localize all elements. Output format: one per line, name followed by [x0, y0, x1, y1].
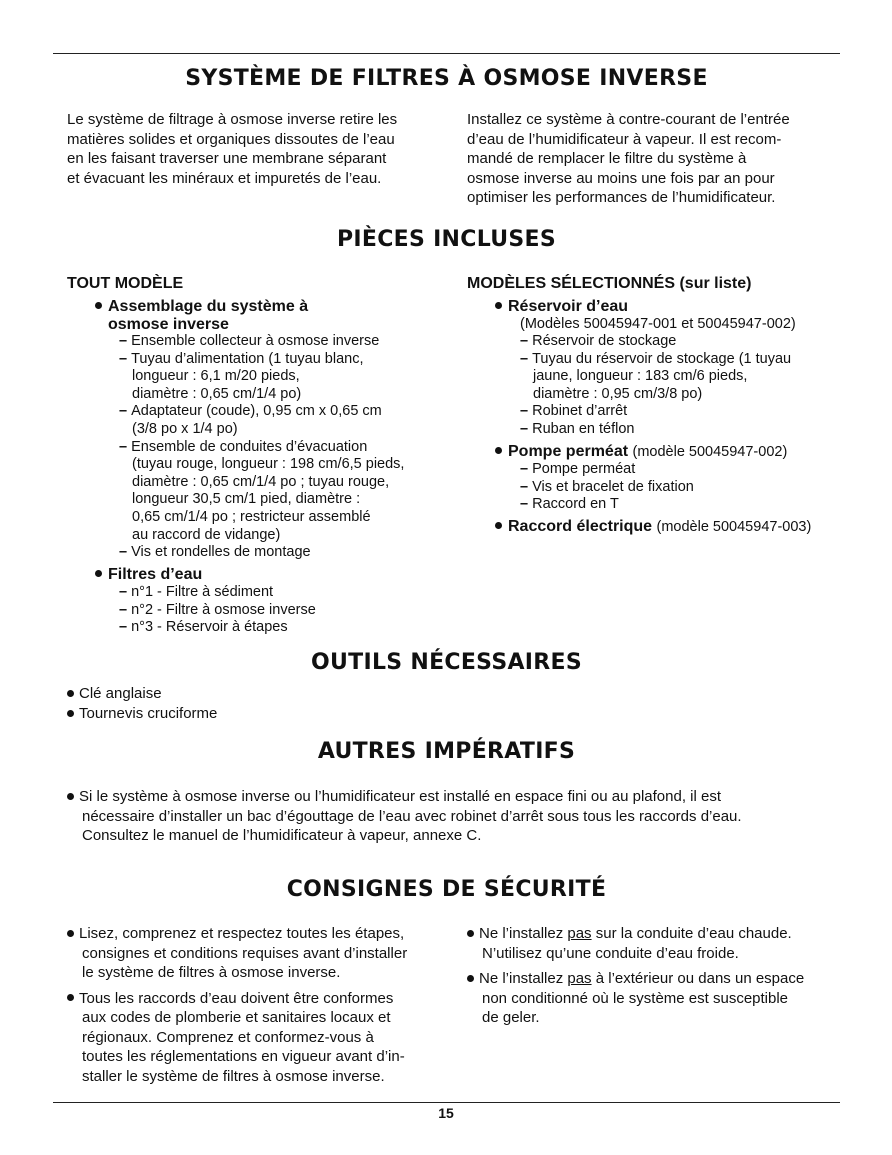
list-item: Clé anglaise [67, 684, 217, 704]
page-number: 15 [438, 1105, 454, 1121]
safety-right-list: Ne l’installez pas sur la conduite d’eau chaude. N’utilisez qu’une conduite d’eau froide. Ne l’installez pas à l’extérieur ou dans un espace non conditionné où le système est susceptible de geler. [467, 924, 804, 1028]
bullet-icon [67, 994, 74, 1001]
list-item: Tournevis cruciforme [67, 704, 217, 724]
list-item: – Réservoir de stockage [520, 333, 677, 349]
list-item: Lisez, comprenez et respectez toutes les étapes, [67, 924, 407, 944]
list-item: – n°3 - Réservoir à étapes [119, 619, 288, 636]
selected-models-heading: MODÈLES SÉLECTIONNÉS (sur liste) [467, 275, 752, 292]
bullet-icon [67, 710, 74, 717]
tools-title: OUTILS NÉCESSAIRES [310, 650, 583, 675]
pump-group: Pompe perméat (modèle 50045947-002) [495, 443, 787, 461]
safety-left-list: Lisez, comprenez et respectez toutes les étapes, consignes et conditions requises avant d’installer le système de filtres à osmose inverse. Tous les raccords d’eau doivent être conformes aux codes de plomberie et sanitaires locaux et régionaux. Comprenez et conformez-vous à toutes les réglementations en vigueur avant d’in- staller le système de filtres à osmose inverse. [67, 924, 407, 1086]
pump-items [520, 461, 694, 514]
osmosis-left-paragraph: Le système de filtrage à osmose inverse retire les matières solides et organiques dissoutes de l’eau en les faisant traverser une membrane séparant et évacuant les minéraux et impuretés de l’eau. [67, 111, 398, 187]
list-item: – Adaptateur (coude), 0,95 cm x 0,65 cm [119, 403, 382, 420]
list-item: – n°2 - Filtre à osmose inverse [119, 601, 316, 618]
bullet-icon [495, 522, 502, 529]
reservoir-items: – Réservoir de stockage – Tuyau du réservoir de stockage (1 tuyau jaune, longueur : 183 cm/6 pieds, diamètre : 0,95 cm/3/8 po) – Robinet d’arrêt – Ruban en téflon [520, 333, 792, 437]
list-item: – n°1 - Filtre à sédiment [119, 584, 274, 600]
bullet-icon [67, 793, 74, 800]
list-item: – Vis et bracelet de fixation [520, 478, 694, 495]
all-models-heading: TOUT MODÈLE [67, 275, 184, 292]
list-item: – Raccord en T [520, 496, 619, 513]
list-item: Ne l’installez pas sur la conduite d’eau chaude. [467, 924, 804, 944]
safety-title: CONSIGNES DE SÉCURITÉ [286, 877, 607, 902]
list-item: – Ensemble collecteur à osmose inverse [119, 333, 380, 349]
bullet-icon [95, 570, 102, 577]
bullet-icon [467, 975, 474, 982]
list-item: Tous les raccords d’eau doivent être conformes [67, 989, 407, 1009]
bullet-icon [495, 302, 502, 309]
bullet-icon [67, 690, 74, 697]
bullet-icon [67, 930, 74, 937]
assembly-group: Assemblage du système à osmose inverse [95, 298, 308, 334]
bullet-icon [95, 302, 102, 309]
filters-items [119, 584, 316, 637]
list-item: – Ensemble de conduites d’évacuation [119, 438, 368, 455]
assembly-items: – Ensemble collecteur à osmose inverse – Tuyau d’alimentation (1 tuyau blanc, longueur : 6,1 m/20 pieds, diamètre : 0,65 cm/1/4 po) – Adaptateur (coude), 0,95 cm x 0,65 cm (3/8 po x 1/4 po) – Ensemble de conduites d’évacuation (tuyau rouge, longueur : 198 cm/6,5 pieds, diamètre : 0,65 cm/1/4 po ; tuyau rouge, longueur 30,5 cm/1 pied, diamètre : 0,65 cm/1/4 po ; restricteur assemblé au raccord de vidange) – Vis et rondelles de montage [119, 333, 405, 561]
osmosis-title: SYSTÈME DE FILTRES À OSMOSE INVERSE [185, 66, 708, 91]
reservoir-group: Réservoir d’eau (Modèles 50045947-001 et 50045947-002) [495, 298, 796, 334]
list-item: – Pompe perméat [520, 461, 636, 477]
tools-list [67, 684, 217, 724]
electric-group: Raccord électrique (modèle 50045947-003) [495, 518, 811, 536]
list-item: – Tuyau d’alimentation (1 tuyau blanc, [119, 350, 364, 367]
bullet-icon [467, 930, 474, 937]
filters-group: Filtres d’eau [95, 566, 202, 584]
other-title: AUTRES IMPÉRATIFS [317, 739, 576, 764]
list-item: – Robinet d’arrêt [520, 403, 628, 420]
top-rule [53, 53, 840, 54]
list-item: – Ruban en téflon [520, 420, 635, 437]
parts-title: PIÈCES INCLUSES [336, 227, 557, 252]
other-paragraph: Si le système à osmose inverse ou l’humidificateur est installé en espace fini ou au plafond, il est nécessaire d’installer un bac d’égouttage de l’eau avec robinet d’arrêt sous tous les raccords d’eau. Consultez le manuel de l’humidificateur à vapeur, annexe C. [67, 787, 742, 846]
bottom-rule [53, 1102, 840, 1103]
list-item: Ne l’installez pas à l’extérieur ou dans un espace [467, 969, 804, 989]
osmosis-right-paragraph: Installez ce système à contre-courant de l’entrée d’eau de l’humidificateur à vapeur. Il est recom- mandé de remplacer le filtre du système à osmose inverse au moins une fois par an pour optimiser les performances de l’humidificateur. [467, 111, 790, 206]
list-item: – Tuyau du réservoir de stockage (1 tuyau [520, 350, 792, 367]
bullet-icon [495, 447, 502, 454]
list-item: – Vis et rondelles de montage [119, 544, 311, 561]
